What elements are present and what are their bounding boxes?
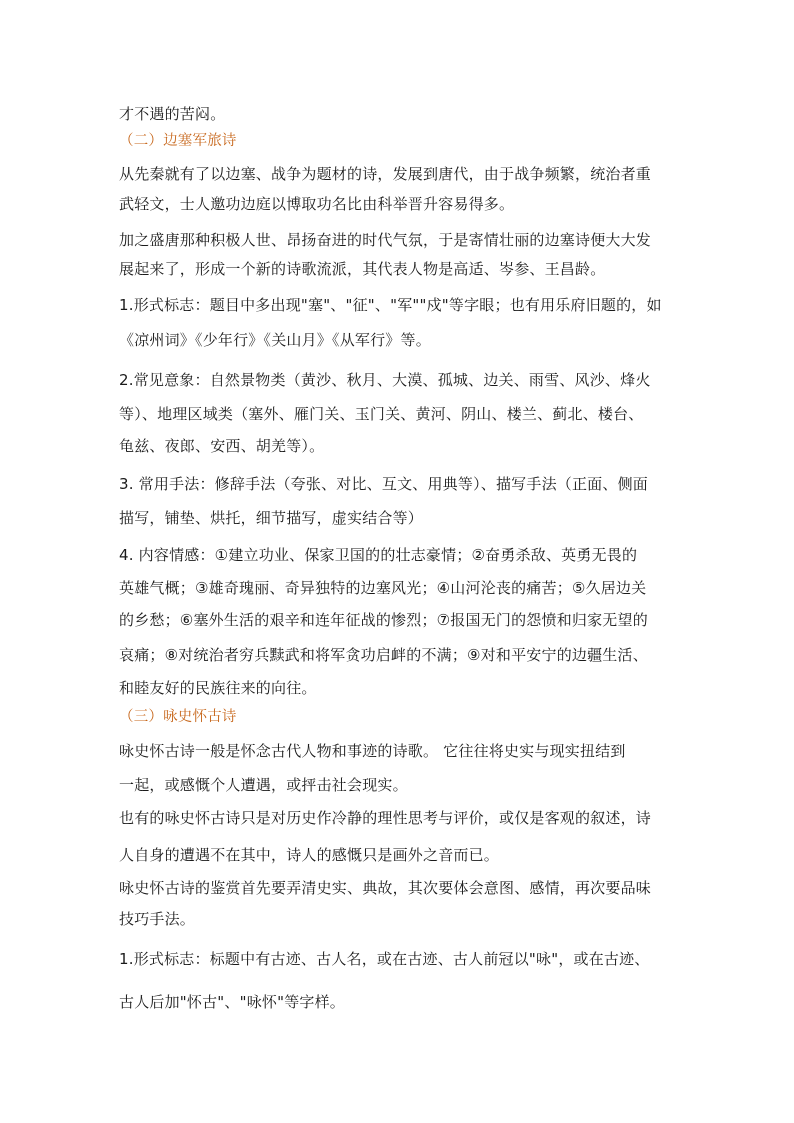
text-line: 英雄气概；③雄奇瑰丽、奇异独特的边塞风光；④山河沦丧的痛苦；⑤久居边关 [119,579,647,597]
text-line: 咏史怀古诗的鉴赏首先要弄清史实、典故，其次要体会意图、感情，再次要品味 [119,879,652,897]
text-line: 一起，或感慨个人遭遇，或抨击社会现实。 [119,776,408,794]
text-line: 1.形式标志：标题中有古迹、古人名，或在古迹、古人前冠以"咏"，或在古迹、 [119,950,650,968]
text-line: 也有的咏史怀古诗只是对历史作冷静的理性思考与评价，或仅是客观的叙述，诗 [119,809,652,827]
text-line: 和睦友好的民族往来的向往。 [119,679,317,697]
text-line: 武轻文，士人邀功边庭以博取功名比由科举晋升容易得多。 [119,195,515,213]
section-heading: （三）咏史怀古诗 [119,709,237,725]
text-line: 从先秦就有了以边塞、战争为题材的诗，发展到唐代，由于战争频繁，统治者重 [119,165,652,183]
text-line: 的乡愁；⑥塞外生活的艰辛和连年征战的惨烈；⑦报国无门的怨愤和归家无望的 [119,611,648,629]
text-line: 加之盛唐那种积极人世、昂扬奋进的时代气氛，于是寄情壮丽的边塞诗便大大发 [119,231,652,249]
text-line: 1.形式标志：题目中多出现"塞"、"征"、"军""戍"等字眼；也有用乐府旧题的，如 [119,296,662,314]
text-line: 展起来了，形成一个新的诗歌流派，其代表人物是高适、岑参、王昌龄。 [119,260,606,278]
text-line: 人自身的遭遇不在其中，诗人的感慨只是画外之音而已。 [119,846,500,864]
text-line: 古人后加"怀古"、"咏怀"等字样。 [119,993,345,1011]
text-line: 《凉州词》《少年行》《关山月》《从军行》等。 [119,331,431,349]
text-line: 2.常见意象：自然景物类（黄沙、秋月、大漠、孤城、边关、雨雪、风沙、烽火 [119,371,651,389]
text-line: 3. 常用手法：修辞手法（夸张、对比、互文、用典等）、描写手法（正面、侧面 [119,475,648,493]
text-line: 哀痛；⑧对统治者穷兵黩武和将军贪功启衅的不满；⑨对和平安宁的边疆生活、 [119,646,648,664]
text-line: 等）、地理区域类（塞外、雁门关、玉门关、黄河、阴山、楼兰、蓟北、楼台、 [119,405,644,423]
text-line: 龟兹、夜郎、安西、胡羌等）。 [119,437,325,455]
text-line: 技巧手法。 [119,910,196,928]
text-line: 才不遇的苦闷。 [119,105,226,123]
text-line: 4. 内容情感：①建立功业、保家卫国的的壮志豪情；②奋勇杀敌、英勇无畏的 [119,546,638,564]
section-heading: （二）边塞军旅诗 [119,133,237,149]
text-line: 描写，铺垫、烘托，细节描写，虚实结合等） [119,509,424,527]
text-line: 咏史怀古诗一般是怀念古代人物和事迹的诗歌。 它往往将史实与现实扭结到 [119,742,626,760]
